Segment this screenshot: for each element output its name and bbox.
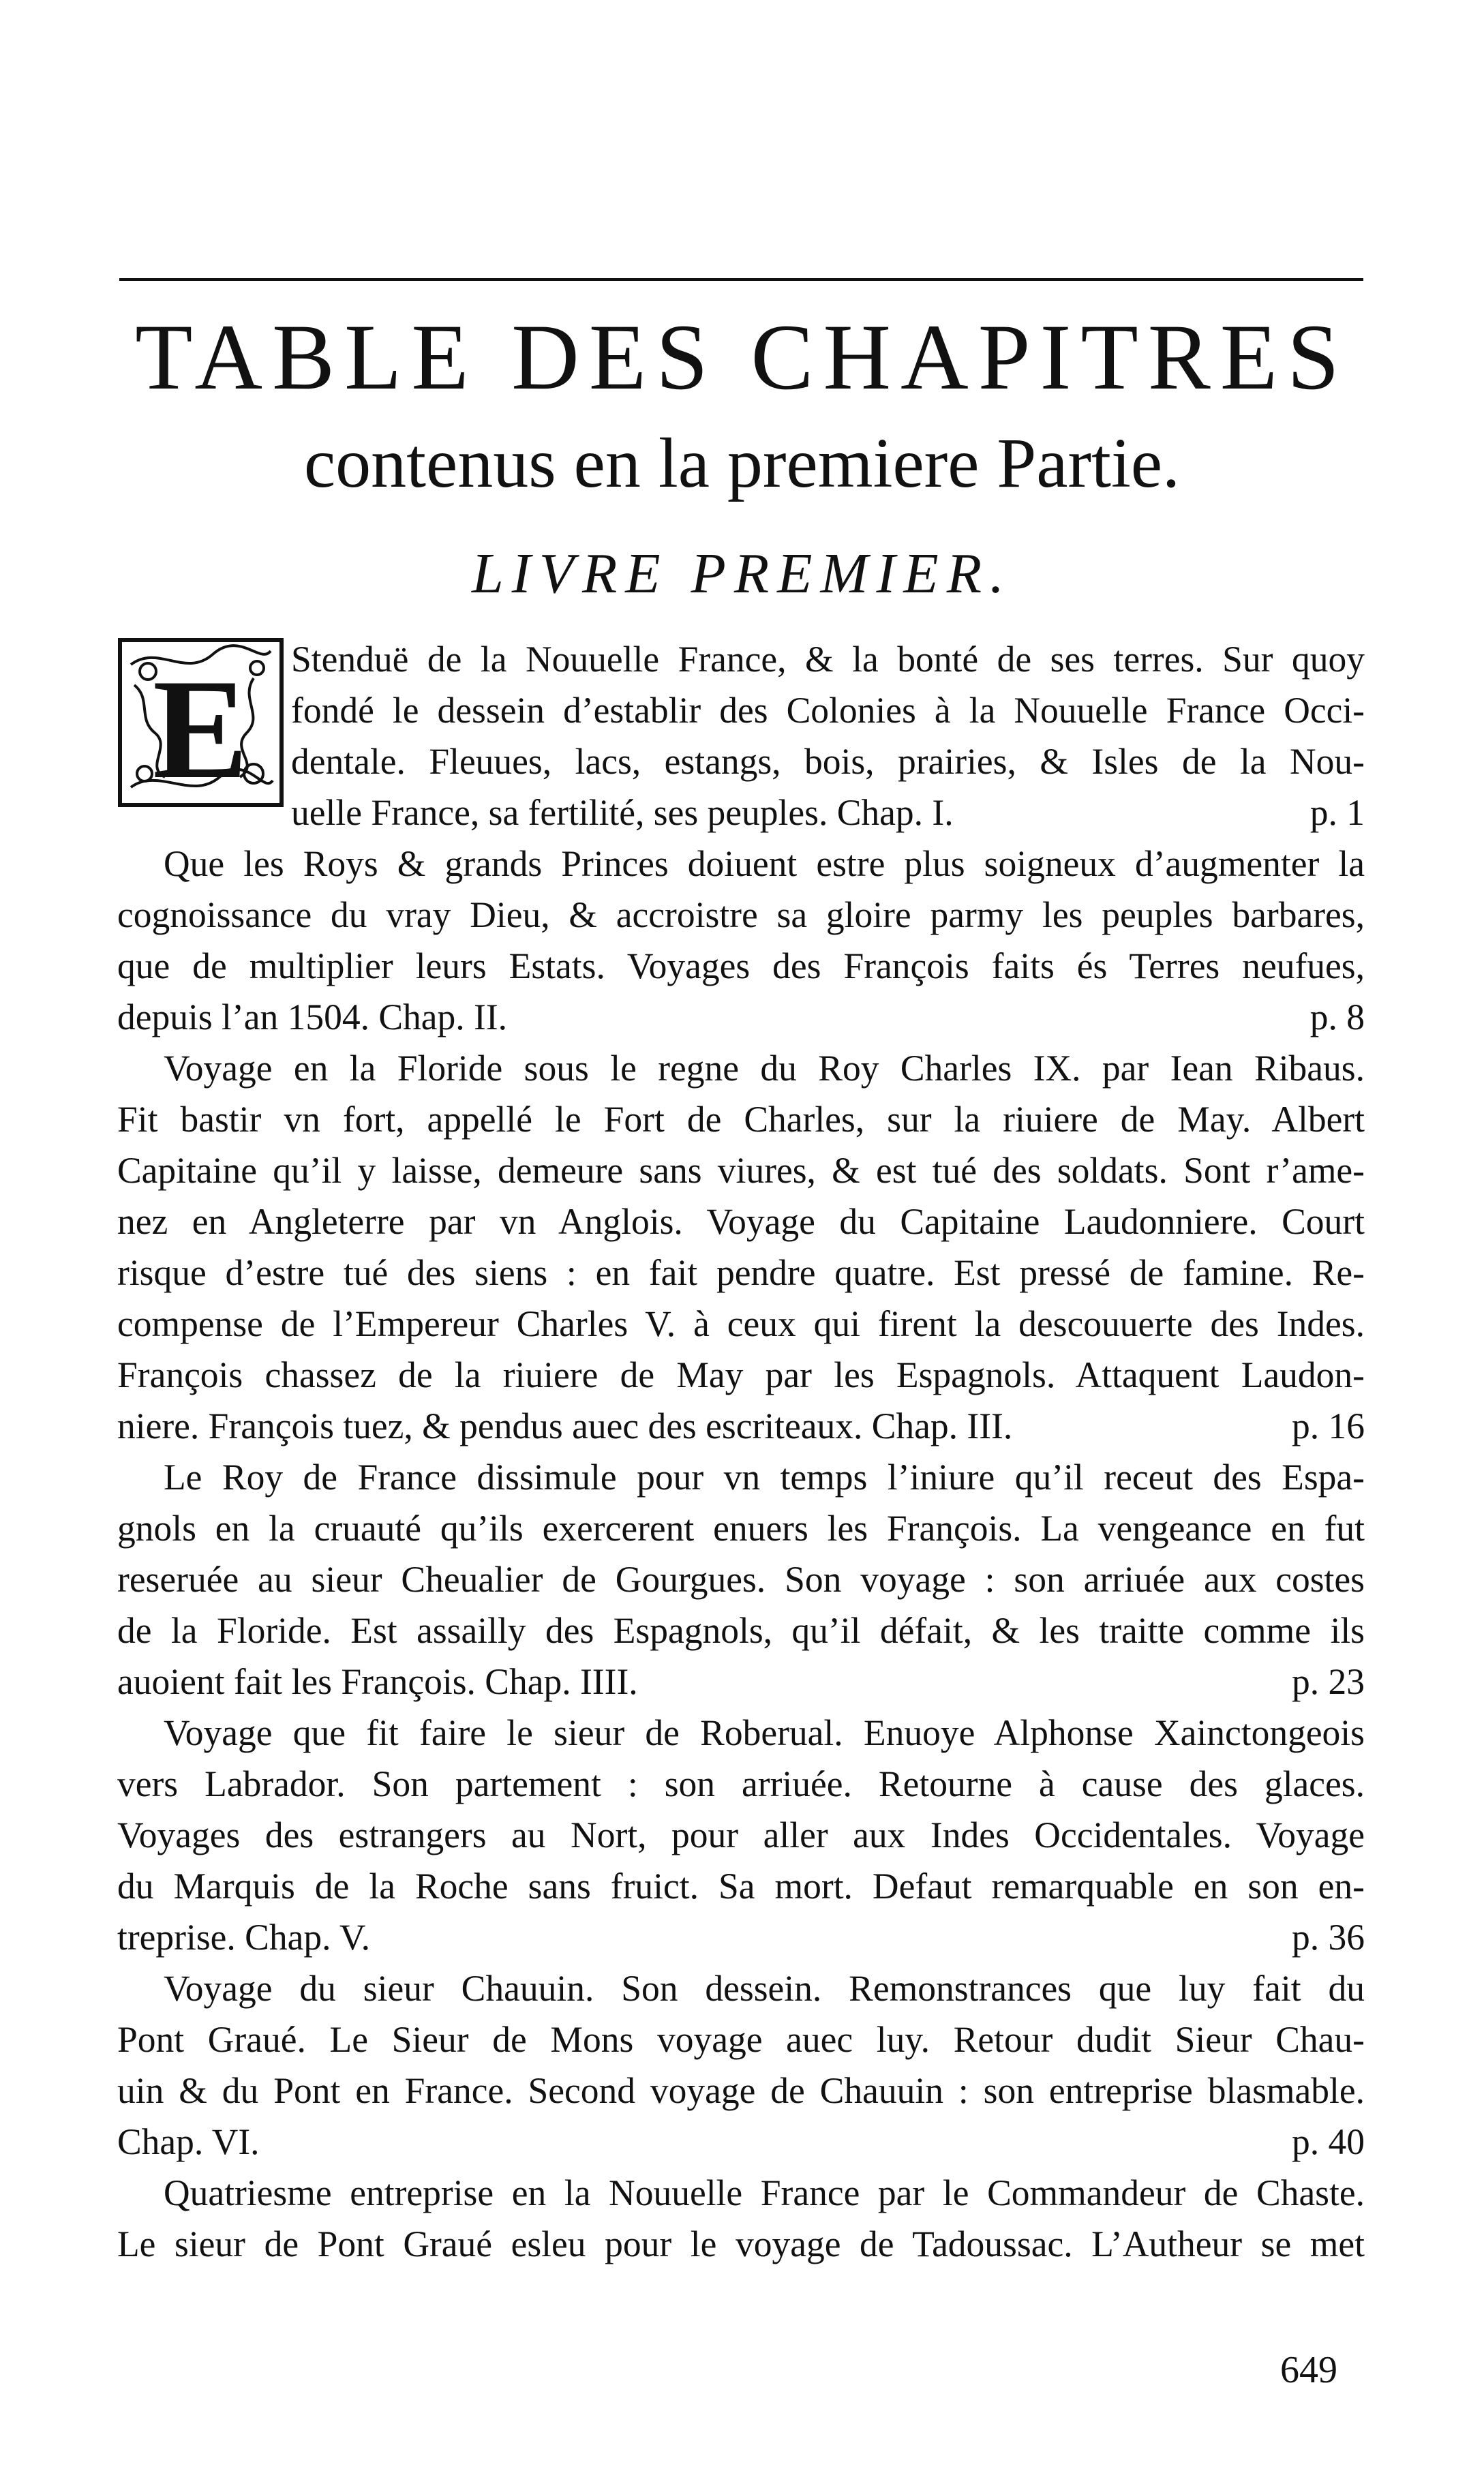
entry-line: cognoissance du vray Dieu, & accroistre sa gloire parmy les peuples barbares, bbox=[117, 894, 1365, 935]
entry-last-line bbox=[117, 787, 1365, 838]
entry-page-ref: p. 36 bbox=[1292, 1917, 1365, 1958]
entry-line: Stenduë de la Nouuelle France, & la bonté de ses terres. Sur quoy bbox=[291, 639, 1365, 680]
entry-line: gnols en la cruauté qu’ils exercerent enuers les François. La vengeance en fut bbox=[117, 1508, 1365, 1549]
entry-chapter-ref: Chap. VI. bbox=[117, 2121, 260, 2162]
entry-last-line bbox=[117, 992, 1365, 1043]
entry-chapter-ref: auoient fait les François. Chap. IIII. bbox=[117, 1661, 638, 1702]
page-number: 649 bbox=[1280, 2349, 1337, 2391]
entry-line: Quatriesme entreprise en la Nouuelle France par le Commandeur de Chaste. bbox=[164, 2172, 1365, 2213]
entry-line: Pont Graué. Le Sieur de Mons voyage auec luy. Retour dudit Sieur Chau- bbox=[117, 2019, 1365, 2060]
entry-chapter-ref: treprise. Chap. V. bbox=[117, 1917, 370, 1958]
top-rule bbox=[119, 278, 1363, 281]
entry-page-ref: p. 23 bbox=[1292, 1661, 1365, 1702]
drop-cap-letter: E bbox=[152, 650, 249, 808]
chapter-entry bbox=[117, 1452, 1365, 1708]
page-title: TABLE DES CHAPITRES bbox=[135, 305, 1349, 409]
entry-line: Fit bastir vn fort, appellé le Fort de Charles, sur la riuiere de May. Albert bbox=[117, 1099, 1365, 1140]
entry-line: uin & du Pont en France. Second voyage de Chauuin : son entreprise blasmable. bbox=[117, 2070, 1365, 2111]
chapter-entry bbox=[117, 838, 1365, 1043]
entry-page-ref: p. 16 bbox=[1292, 1406, 1365, 1446]
entry-line: de la Floride. Est assailly des Espagnols, qu’il défait, & les traitte comme ils bbox=[117, 1610, 1365, 1651]
entry-line: Capitaine qu’il y laisse, demeure sans viures, & est tué des soldats. Sont r’ame- bbox=[117, 1150, 1365, 1191]
book-heading: LIVRE PREMIER. bbox=[471, 542, 1013, 605]
entry-line: Le Roy de France dissimule pour vn temps l’iniure qu’il receut des Espa- bbox=[164, 1457, 1365, 1498]
entry-line: du Marquis de la Roche sans fruict. Sa mort. Defaut remarquable en son en- bbox=[117, 1866, 1365, 1907]
entry-last-line bbox=[117, 1401, 1365, 1452]
entry-last-line bbox=[117, 1912, 1365, 1963]
entry-line: François chassez de la riuiere de May par les Espagnols. Attaquent Laudon- bbox=[117, 1354, 1365, 1395]
entry-page-ref: p. 8 bbox=[1309, 997, 1365, 1037]
entry-page-ref: p. 1 bbox=[1309, 792, 1365, 833]
chapter-entry bbox=[117, 2168, 1365, 2270]
entry-line: que de multiplier leurs Estats. Voyages des François faits és Terres neufues, bbox=[117, 945, 1365, 986]
entry-line: nez en Angleterre par vn Anglois. Voyage du Capitaine Laudonniere. Court bbox=[117, 1201, 1365, 1242]
entry-line: Que les Roys & grands Princes doiuent estre plus soigneux d’augmenter la bbox=[164, 843, 1365, 884]
entry-line: dentale. Fleuues, lacs, estangs, bois, prairies, & Isles de la Nou- bbox=[291, 741, 1365, 782]
chapter-entry bbox=[117, 634, 1365, 838]
entry-chapter-ref: niere. François tuez, & pendus auec des escriteaux. Chap. III. bbox=[117, 1406, 1013, 1446]
chapter-entry bbox=[117, 1708, 1365, 1963]
chapter-entry bbox=[117, 1043, 1365, 1452]
chapter-list bbox=[117, 634, 1365, 2270]
entry-last-line bbox=[117, 1656, 1365, 1708]
entry-line: compense de l’Empereur Charles V. à ceux qui firent la descouuerte des Indes. bbox=[117, 1303, 1365, 1344]
entry-line: reseruée au sieur Cheualier de Gourgues. Son voyage : son arriuée aux costes bbox=[117, 1559, 1365, 1600]
entry-line: vers Labrador. Son partement : son arriuée. Retourne à cause des glaces. bbox=[117, 1763, 1365, 1804]
entry-line: risque d’estre tué des siens : en fait pendre quatre. Est pressé de famine. Re- bbox=[117, 1252, 1365, 1293]
entry-last-line bbox=[117, 2117, 1365, 2168]
entry-line: fondé le dessein d’establir des Colonies à la Nouuelle France Occi- bbox=[291, 690, 1365, 731]
page-subtitle: contenus en la premiere Partie. bbox=[303, 424, 1181, 502]
entry-line: Voyage que fit faire le sieur de Roberual. Enuoye Alphonse Xainctongeois bbox=[164, 1712, 1365, 1753]
entry-page-ref: p. 40 bbox=[1292, 2121, 1365, 2162]
entry-chapter-ref: uelle France, sa fertilité, ses peuples. Chap. I. bbox=[291, 792, 954, 833]
entry-line: Voyages des estrangers au Nort, pour aller aux Indes Occidentales. Voyage bbox=[117, 1815, 1365, 1855]
entry-line: Voyage en la Floride sous le regne du Roy Charles IX. par Iean Ribaus. bbox=[164, 1048, 1365, 1089]
chapter-entry bbox=[117, 1963, 1365, 2168]
entry-line: Le sieur de Pont Graué esleu pour le voyage de Tadoussac. L’Autheur se met bbox=[117, 2224, 1365, 2264]
entry-chapter-ref: depuis l’an 1504. Chap. II. bbox=[117, 997, 508, 1037]
entry-line: Voyage du sieur Chauuin. Son dessein. Remonstrances que luy fait du bbox=[164, 1968, 1365, 2009]
